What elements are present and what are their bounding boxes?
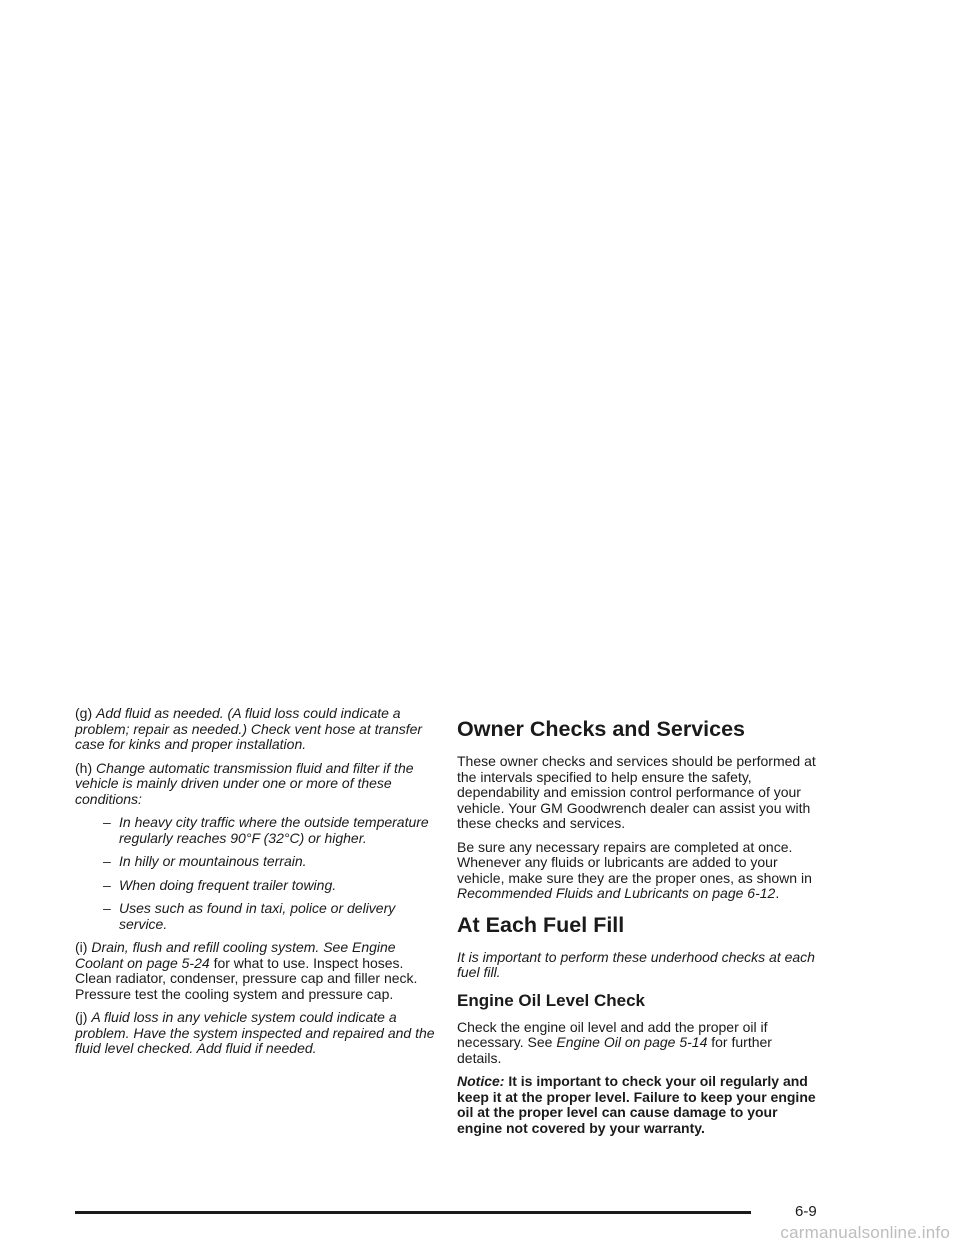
condition-city-traffic: – In heavy city traffic where the outside temperature regularly reaches 90°F (32°C) or higher. (103, 814, 429, 846)
item-g (75, 706, 437, 753)
notice-label: Notice: (457, 1073, 505, 1089)
item-j-label: (j) (75, 1009, 88, 1025)
item-h (75, 761, 437, 808)
engine-oil-paragraph: Check the engine oil level and add the proper oil if necessary. See Engine Oil on page 5-14 for further details. (457, 1018, 772, 1066)
item-h-text: Change automatic transmission fluid and filter if the vehicle is mainly driven under one or more of these conditions: (75, 759, 414, 807)
engine-coolant-link[interactable]: Drain, flush and refill cooling system. See Engine Coolant on page 5-24 (75, 939, 396, 971)
right-column (457, 706, 819, 1144)
condition-taxi-police: – Uses such as found in taxi, police or delivery service. (103, 900, 396, 932)
engine-oil-link[interactable]: Engine Oil on page 5-14 (556, 1034, 708, 1050)
fluids-lubricants-link[interactable]: Recommended Fluids and Lubricants on page 6-12 (457, 885, 776, 901)
owner-checks-paragraph-2: Be sure any necessary repairs are completed at once. Whenever any fluids or lubricants are added to your vehicle, make sure they are the proper ones, as shown in Recommended Fluids and Lubricants on page 6-12. (457, 838, 812, 901)
condition-trailer: – When doing frequent trailer towing. (103, 876, 337, 893)
condition-hilly: – In hilly or mountainous terrain. (103, 853, 307, 869)
item-g-label: (g) (75, 705, 93, 721)
notice-paragraph (457, 1074, 819, 1136)
item-i (75, 940, 437, 1002)
item-h-label: (h) (75, 759, 93, 776)
item-i-label: (i) (75, 939, 88, 955)
notice-text: It is important to check your oil regularly and keep it at the proper level. Failure to keep your engine oil at the proper level can cause damage to your engine not covered by your warranty. (457, 1073, 816, 1136)
item-j (75, 1010, 437, 1057)
item-g-text: Add fluid as needed. (A fluid loss could indicate a problem; repair as needed.) Check vent hose at transfer case for kinks and proper installation. (75, 705, 423, 752)
owner-checks-heading: Owner Checks and Services (457, 717, 746, 741)
item-i-text: for what to use. Inspect hoses. Clean radiator, condenser, pressure cap and filler neck. Pressure test the cooling system and pressure cap. (75, 954, 418, 1002)
fuel-fill-heading: At Each Fuel Fill (457, 912, 625, 937)
engine-oil-heading: Engine Oil Level Check (457, 990, 646, 1010)
footer-rule (75, 1211, 751, 1214)
watermark: carmanualsonline.info (780, 1223, 950, 1242)
item-j-text: A fluid loss in any vehicle system could indicate a problem. Have the system inspected and repaired and the fluid level checked. Add fluid if needed. (75, 1009, 435, 1056)
owner-checks-paragraph-1: These owner checks and services should be performed at the intervals specified to help ensure the safety, dependability and emission control performance of your vehicle. Your GM Goodwrench dealer can assist you with these checks and services. (457, 753, 816, 831)
fuel-fill-intro: It is important to perform these underhood checks at each fuel fill. (457, 948, 815, 980)
left-column (75, 706, 437, 1065)
page-number: 6-9 (795, 1203, 817, 1220)
